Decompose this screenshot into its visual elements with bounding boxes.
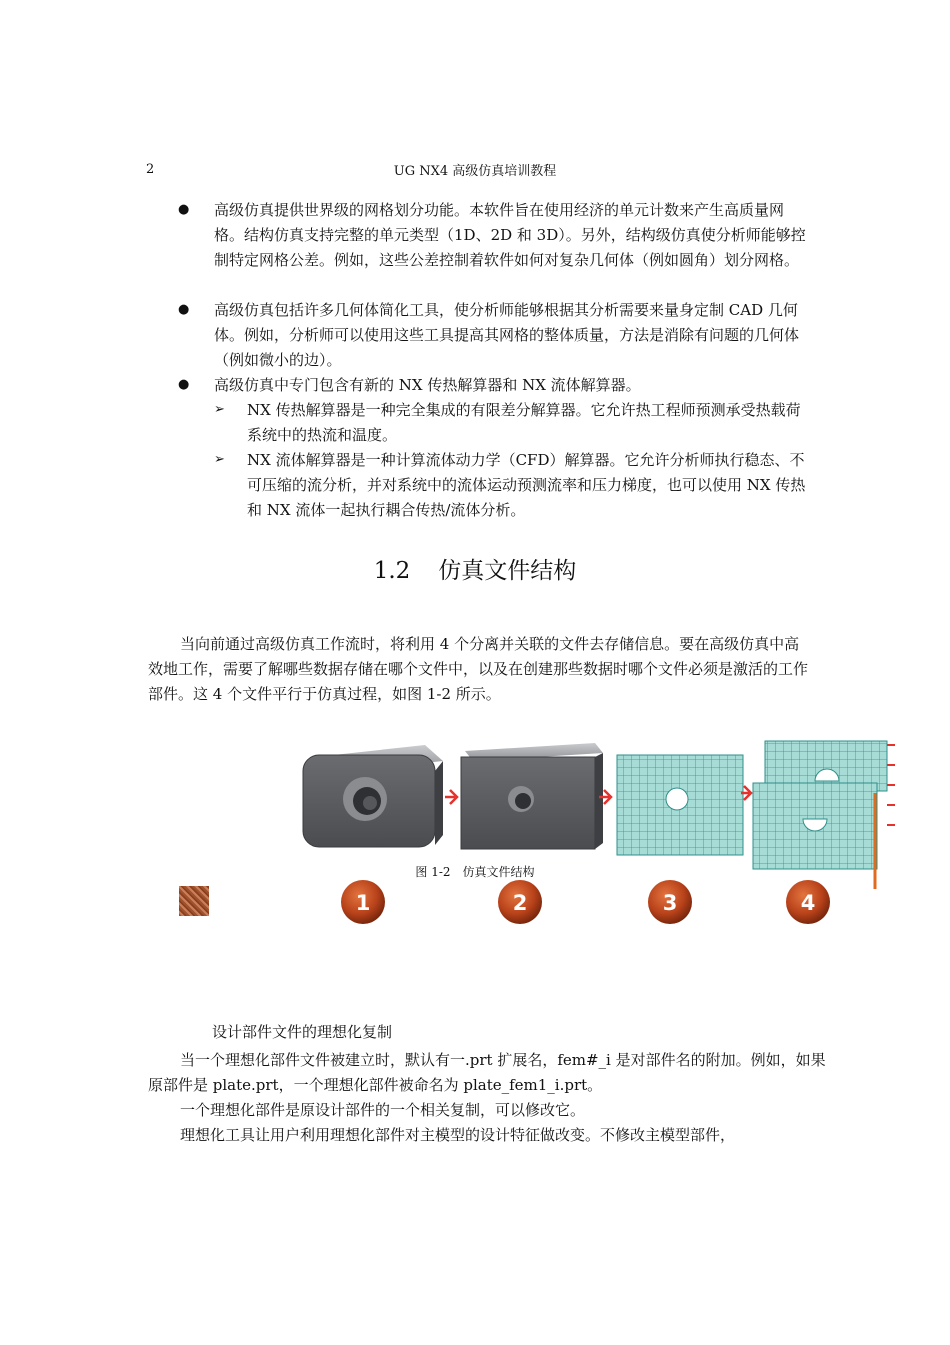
sub-bullet-text-2: NX 流体解算器是一种计算流体动力学（CFD）解算器。它允许分析师执行稳态、不可压缩的流分析，并对系统中的流体运动预测流率和压力梯度，也可以使用 NX 传热和 NX 流体一起执行耦合传热/流体分析。 — [247, 451, 806, 519]
paragraph-3: 理想化工具让用户利用理想化部件对主模型的设计特征做改变。不修改主模型部件， — [180, 1126, 736, 1144]
step-badge-2 — [498, 880, 542, 924]
running-header: UG NX4 高级仿真培训教程 — [393, 164, 557, 179]
section-heading — [0, 552, 950, 585]
idealized-part-icon — [461, 743, 603, 849]
arrow-icon — [445, 790, 457, 804]
texture-thumbnail — [179, 886, 209, 916]
step-label-3: 3 — [662, 891, 678, 915]
step-label-4: 4 — [800, 891, 816, 915]
bullet-marker: ● — [178, 202, 190, 217]
arrow-bullet-icon: ➢ — [214, 452, 225, 467]
step-badge-1 — [341, 880, 385, 924]
subheading: 设计部件文件的理想化复制 — [212, 1023, 393, 1041]
bullet-text-2: 高级仿真包括许多几何体简化工具，使分析师能够根据其分析需要来量身定制 CAD 几何体。例如，分析师可以使用这些工具提高其网格的整体质量，方法是消除有问题的几何体（例如微小的边）。 — [214, 301, 800, 369]
sub-bullet-text-1: NX 传热解算器是一种完全集成的有限差分解算器。它允许热工程师预测承受热载荷系统中的热流和温度。 — [247, 401, 801, 444]
arrow-bullet-icon: ➢ — [214, 402, 225, 417]
bullet-text-1: 高级仿真提供世界级的网格划分功能。本软件旨在使用经济的单元计数来产生高质量网格。结构仿真支持完整的单元类型（1D、2D 和 3D）。另外，结构级仿真使分析师能够控制特定网格公差。例如，这些公差控制着软件如何对复杂几何体（例如圆角）划分网格。 — [214, 201, 806, 269]
paragraph-1: 当一个理想化部件文件被建立时，默认有一.prt 扩展名，fem#_i 是对部件名的附加。例如，如果原部件是 plate.prt，一个理想化部件被命名为 plate_fem1_i.prt。 — [148, 1051, 826, 1094]
bullet-marker: ● — [178, 377, 190, 392]
step-label-1: 1 — [355, 891, 371, 915]
step-badge-3 — [648, 880, 692, 924]
section-title: 仿真文件结构 — [438, 558, 577, 584]
page-number: 2 — [146, 162, 155, 177]
bullet-marker: ● — [178, 302, 190, 317]
intro-paragraph: 当向前通过高级仿真工作流时，将利用 4 个分离并关联的文件去存储信息。要在高级仿真中高效地工作，需要了解哪些数据存储在哪个文件中，以及在创建那些数据时哪个文件必须是激活的工作部件。这 4 个文件平行于仿真过程，如图 1-2 所示。 — [148, 635, 809, 703]
section-number: 1.2 — [373, 558, 411, 584]
step-label-2: 2 — [512, 891, 528, 915]
paragraph-2: 一个理想化部件是原设计部件的一个相关复制，可以修改它。 — [180, 1101, 586, 1119]
figure-caption: 图 1-2 仿真文件结构 — [415, 865, 535, 879]
design-part-icon — [303, 745, 443, 847]
step-badge-4 — [786, 880, 830, 924]
simulation-file-structure-figure — [295, 735, 895, 935]
bullet-text-3: 高级仿真中专门包含有新的 NX 传热解算器和 NX 流体解算器。 — [214, 376, 641, 394]
fem-mesh-icon — [617, 755, 743, 855]
